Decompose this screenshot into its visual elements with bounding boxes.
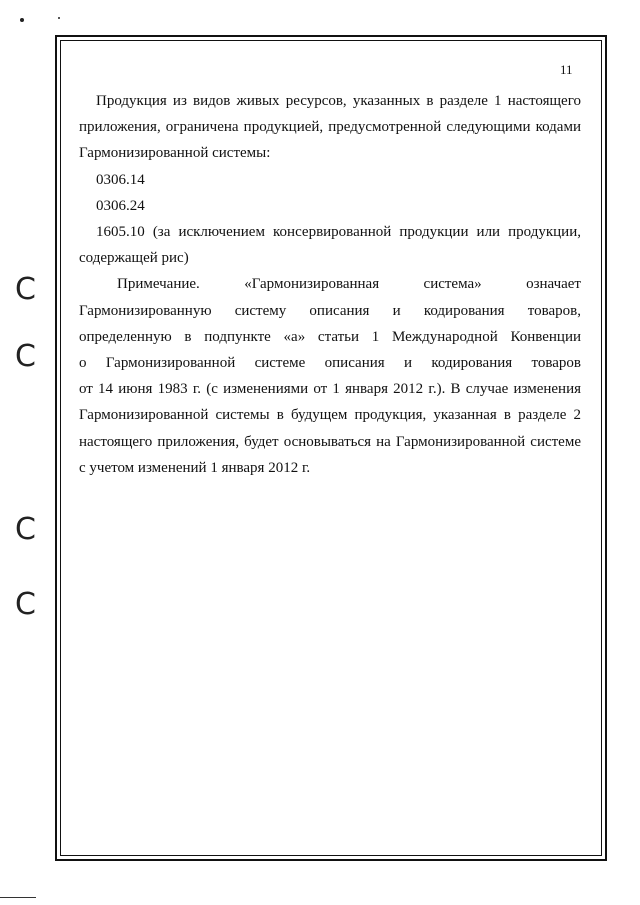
text-line: о Гармонизированной системе описания и кодирования товаров (79, 355, 581, 372)
text-line: Гармонизированной системы в будущем продукция, указанная в разделе 2 (79, 407, 581, 424)
text-line: Гармонизированной системы: (79, 145, 271, 162)
scan-speck (58, 17, 60, 19)
punch-hole-mark: C (15, 587, 36, 622)
text-line: с учетом изменений 1 января 2012 г. (79, 459, 311, 476)
scan-edge-line (0, 897, 36, 898)
punch-hole-mark: C (15, 512, 36, 547)
text-line: 0306.14 (96, 171, 145, 188)
text-line: от 14 июня 1983 г. (с изменениями от 1 января 2012 г.). В случае изменения (79, 381, 581, 398)
text-line: 0306.24 (96, 197, 145, 214)
text-line: Гармонизированную систему описания и кодирования товаров, (79, 302, 581, 319)
punch-hole-mark: C (15, 339, 36, 374)
text-line: Продукция из видов живых ресурсов, указанных в разделе 1 настоящего (96, 93, 581, 109)
text-line: Примечание. «Гармонизированная система» означает (117, 276, 581, 293)
text-line: 1605.10 (за исключением консервированной продукции или продукции, (96, 224, 581, 241)
page-number: 11 (560, 62, 573, 77)
scan-speck (20, 18, 24, 22)
punch-hole-mark: C (15, 272, 36, 307)
text-line: определенную в подпункте «а» статьи 1 Международной Конвенции (79, 328, 581, 345)
text-line: содержащей рис) (79, 250, 189, 267)
document-body (79, 88, 581, 481)
text-line: приложения, ограничена продукцией, предусмотренной следующими кодами (79, 119, 581, 136)
text-line: настоящего приложения, будет основываться на Гармонизированной системе (79, 433, 581, 450)
